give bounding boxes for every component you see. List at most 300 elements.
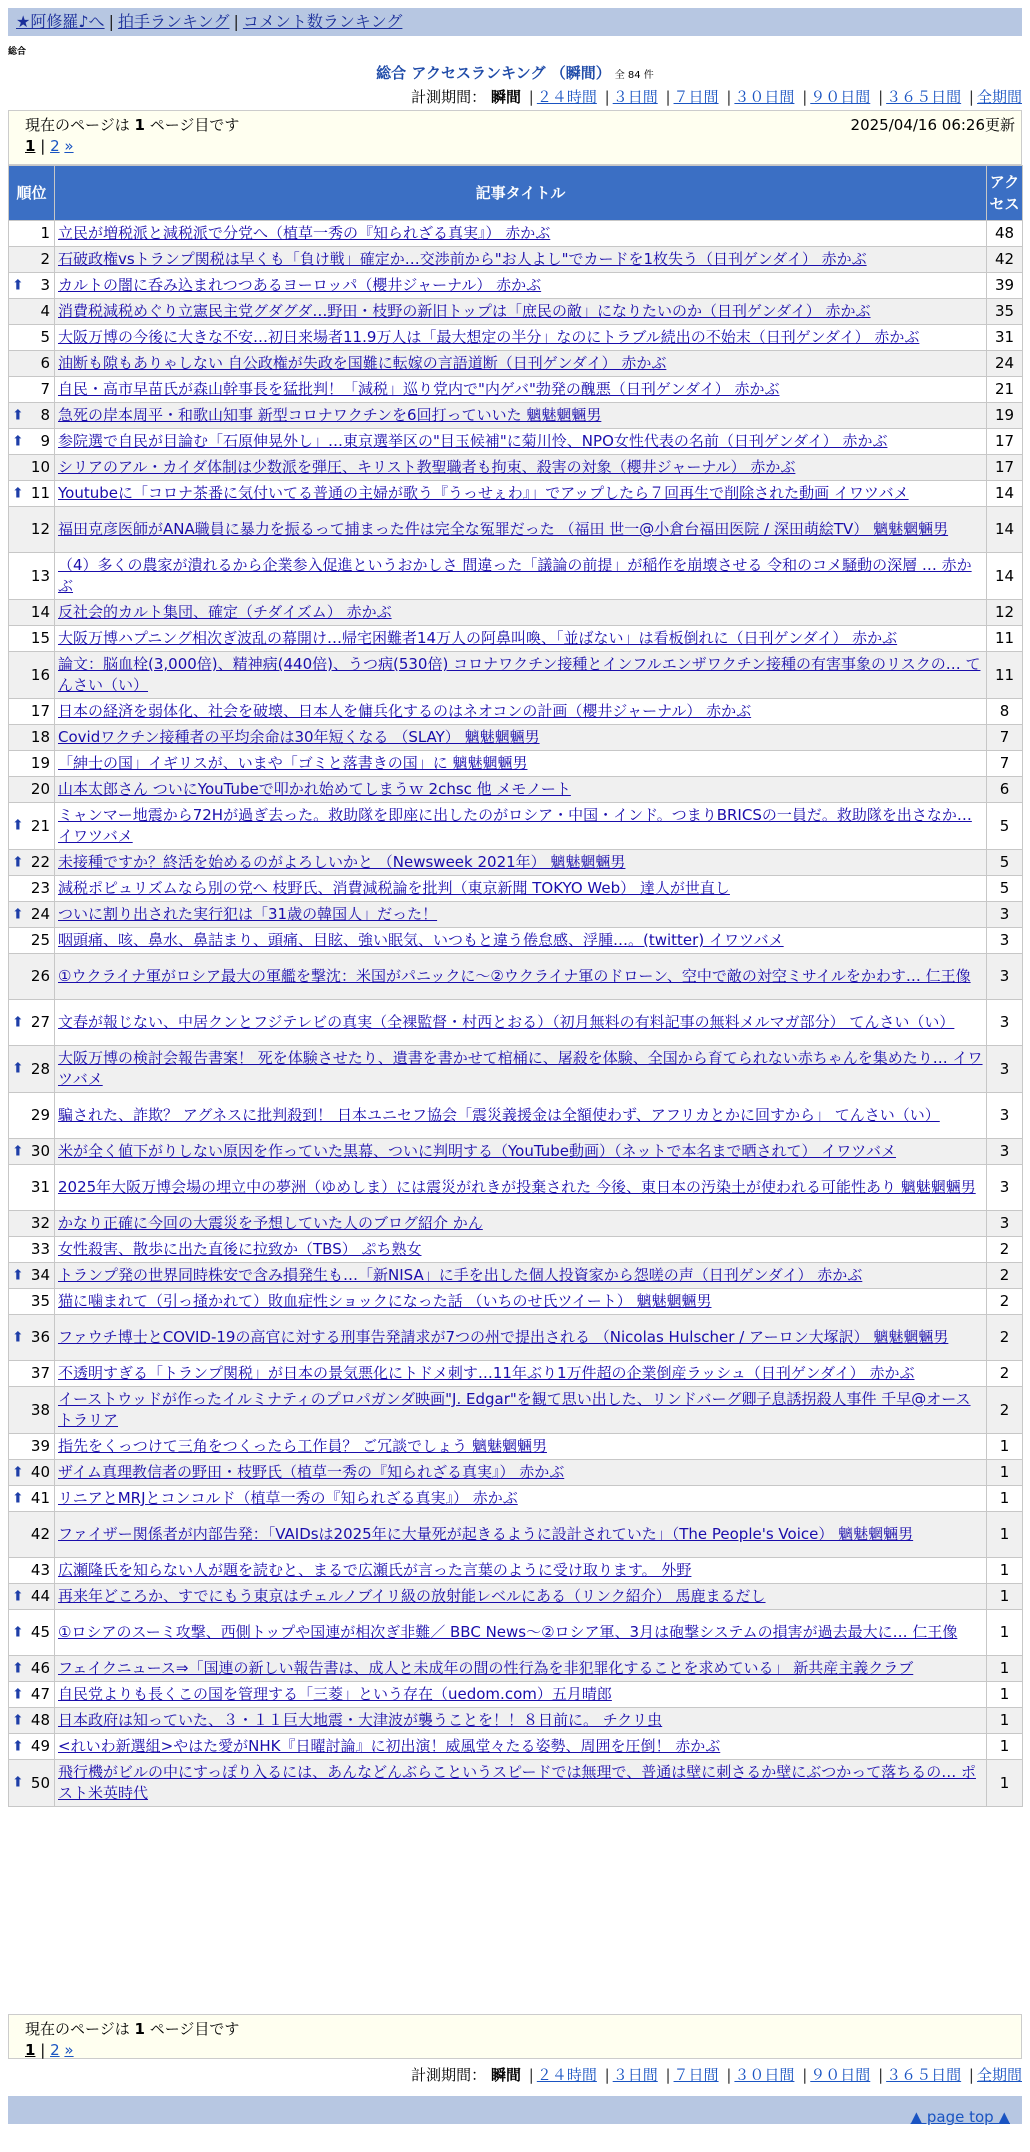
- period-link-all[interactable]: 全期間: [976, 2066, 1022, 2084]
- table-row: [9, 699, 1023, 725]
- rank-cell: [9, 1211, 55, 1237]
- table-row: [9, 221, 1023, 247]
- rank-number: 1: [40, 224, 50, 242]
- access-count: 14: [987, 553, 1023, 600]
- title-cell: [55, 403, 987, 429]
- access-count: 1: [987, 1512, 1023, 1558]
- title-cell: [55, 1315, 987, 1361]
- table-row: [9, 1584, 1023, 1610]
- rank-number: 39: [30, 1437, 50, 1455]
- page-top-link[interactable]: ▲ page top ▲: [910, 2108, 1010, 2126]
- up-arrow-icon: ⬆: [12, 817, 24, 834]
- table-row: [9, 1165, 1023, 1211]
- period-link-365d[interactable]: ３６５日間: [886, 88, 962, 106]
- table-row: [9, 1000, 1023, 1046]
- access-count: 2: [987, 1387, 1023, 1434]
- rank-cell: [9, 455, 55, 481]
- up-arrow-icon: ⬆: [12, 277, 24, 293]
- period-selector-top: 計測期間： 瞬間 | ２４時間 | ３日間 | ７日間 | ３０日間 | ９０日間 | ３６５日間 | 全期間: [411, 88, 1022, 106]
- article-link[interactable]: 文春が報じない、中居クンとフジテレビの真実（全裸監督・村西とおる）（初月無料の有料記事の無料メルマガ部分） てんさい（い）: [58, 1013, 955, 1031]
- access-count: 1: [987, 1760, 1023, 1807]
- up-arrow-icon: ⬆: [12, 1660, 24, 1676]
- article-link[interactable]: シリアのアル・カイダ体制は少数派を弾圧、キリスト教聖職者も拘束、殺害の対象（櫻井ジャーナル） 赤かぶ: [58, 458, 796, 476]
- article-link[interactable]: 指先をくっつけて三角をつくったら工作員？ ご冗談でしょう 魑魅魍魎男: [58, 1437, 547, 1455]
- title-cell: [55, 1211, 987, 1237]
- access-count: 11: [987, 652, 1023, 699]
- title-cell: [55, 377, 987, 403]
- article-link[interactable]: 参院選で自民が目論む「石原伸晃外し」…東京選挙区の"目玉候補"に菊川怜、NPO女性代表の名前（日刊ゲンダイ） 赤かぶ: [58, 432, 888, 450]
- title-cell: [55, 1734, 987, 1760]
- article-link[interactable]: 2025年大阪万博会場の埋立中の夢洲（ゆめしま）には震災がれきが投棄された 今後、東日本の汚染土が使われる可能性あり 魑魅魍魎男: [58, 1178, 976, 1196]
- title-cell: [55, 507, 987, 553]
- title-cell: [55, 626, 987, 652]
- rank-number: 42: [30, 1525, 50, 1543]
- table-row: [9, 1387, 1023, 1434]
- rank-number: 32: [30, 1214, 50, 1232]
- period-link-24h[interactable]: ２４時間: [536, 2066, 597, 2084]
- period-link-90d[interactable]: ９０日間: [810, 88, 871, 106]
- title-cell: [55, 1263, 987, 1289]
- title-cell: [55, 299, 987, 325]
- header-rank: 順位: [9, 166, 55, 221]
- access-count: 2: [987, 1315, 1023, 1361]
- rank-number: 35: [30, 1292, 50, 1310]
- access-count: 2: [987, 1237, 1023, 1263]
- access-count: 17: [987, 429, 1023, 455]
- title-cell: [55, 850, 987, 876]
- pager-current: 1: [25, 137, 36, 155]
- access-count: 3: [987, 902, 1023, 928]
- rank-number: 4: [40, 302, 50, 320]
- rank-number: 33: [30, 1240, 50, 1258]
- access-count: 24: [987, 351, 1023, 377]
- table-row: [9, 1656, 1023, 1682]
- up-arrow-icon: ⬆: [12, 1060, 24, 1077]
- rank-cell: [9, 1734, 55, 1760]
- access-count: 3: [987, 1046, 1023, 1093]
- table-row: [9, 481, 1023, 507]
- access-count: 2: [987, 1361, 1023, 1387]
- article-link[interactable]: 「紳士の国」イギリスが、いまや「ゴミと落書きの国」に 魑魅魍魎男: [58, 754, 528, 772]
- rank-cell: [9, 1558, 55, 1584]
- access-count: 17: [987, 455, 1023, 481]
- rank-number: 16: [30, 665, 50, 684]
- title-cell: [55, 325, 987, 351]
- rank-cell: [9, 1584, 55, 1610]
- article-link[interactable]: 日本政府は知っていた、３・１１巨大地震・大津波が襲うことを！！８日前に。 チクリ虫: [58, 1711, 663, 1729]
- table-row: [9, 1486, 1023, 1512]
- article-link[interactable]: 自民・高市早苗氏が森山幹事長を猛批判！「減税」巡り党内で"内ゲバ"勃発の醜悪（日刊ゲンダイ） 赤かぶ: [58, 380, 780, 398]
- rank-cell: [9, 377, 55, 403]
- title-cell: [55, 553, 987, 600]
- nav-clap-ranking-link[interactable]: 拍手ランキング: [117, 12, 230, 31]
- rank-cell: [9, 1165, 55, 1211]
- rank-number: 14: [30, 603, 50, 621]
- rank-cell: [9, 481, 55, 507]
- table-row: [9, 928, 1023, 954]
- period-link-3d[interactable]: ３日間: [612, 88, 658, 106]
- table-row: [9, 1046, 1023, 1093]
- up-arrow-icon: ⬆: [12, 1624, 24, 1640]
- table-row: [9, 1237, 1023, 1263]
- rank-number: 50: [30, 1773, 50, 1792]
- article-link[interactable]: 反社会的カルト集団、確定（チダイズム） 赤かぶ: [58, 603, 392, 621]
- access-count: 1: [987, 1584, 1023, 1610]
- table-row: [9, 1361, 1023, 1387]
- rank-cell: [9, 273, 55, 299]
- table-row: [9, 1734, 1023, 1760]
- article-link[interactable]: 大阪万博の検討会報告書案！ 死を体験させたり、遺書を書かせて棺桶に、屠殺を体験、全国から育てられない赤ちゃんを集めたり… イワツバメ: [58, 1049, 983, 1088]
- period-link-all[interactable]: 全期間: [976, 88, 1022, 106]
- article-link[interactable]: 急死の岸本周平・和歌山知事 新型コロナワクチンを6回打っていいた 魑魅魍魎男: [58, 406, 602, 424]
- rank-number: 43: [30, 1561, 50, 1579]
- rank-cell: [9, 699, 55, 725]
- up-arrow-icon: ⬆: [12, 906, 24, 922]
- table-row: [9, 1211, 1023, 1237]
- title-cell: [55, 1434, 987, 1460]
- rank-number: 5: [40, 328, 50, 346]
- table-row: [9, 777, 1023, 803]
- title-cell: [55, 1708, 987, 1734]
- title-cell: [55, 1139, 987, 1165]
- article-link[interactable]: ついに割り出された実行犯は「31歳の韓国人」だった！: [58, 905, 438, 923]
- access-count: 1: [987, 1708, 1023, 1734]
- rank-number: 19: [30, 754, 50, 772]
- table-row: [9, 507, 1023, 553]
- rank-cell: [9, 247, 55, 273]
- title-cell: [55, 429, 987, 455]
- table-row: [9, 803, 1023, 850]
- rank-number: 46: [30, 1659, 50, 1677]
- up-arrow-icon: ⬆: [12, 854, 24, 870]
- title-cell: [55, 1656, 987, 1682]
- access-count: 14: [987, 507, 1023, 553]
- period-current: 瞬間: [490, 2066, 521, 2084]
- table-row: [9, 403, 1023, 429]
- access-count: 6: [987, 777, 1023, 803]
- rank-number: 3: [40, 276, 50, 294]
- article-link[interactable]: ①ロシアのスーミ攻撃、西側トップや国連が相次ぎ非難／ BBC News〜②ロシア軍、3月は砲撃システムの損害が過去最大に… 仁王像: [58, 1623, 958, 1641]
- rank-cell: [9, 1139, 55, 1165]
- period-link-7d[interactable]: ７日間: [673, 2066, 719, 2084]
- access-count: 3: [987, 1093, 1023, 1139]
- access-count: 48: [987, 221, 1023, 247]
- title-cell: [55, 481, 987, 507]
- article-link[interactable]: 石破政権vsトランプ関税は早くも「負け戦」確定か…交渉前から"お人よし"でカードを1枚失う（日刊ゲンダイ） 赤かぶ: [58, 250, 867, 268]
- access-count: 7: [987, 751, 1023, 777]
- rank-cell: [9, 928, 55, 954]
- access-count: 1: [987, 1734, 1023, 1760]
- access-count: 31: [987, 325, 1023, 351]
- table-row: [9, 626, 1023, 652]
- rank-number: 30: [30, 1142, 50, 1160]
- rank-number: 17: [30, 702, 50, 720]
- access-count: 3: [987, 1139, 1023, 1165]
- up-arrow-icon: ⬆: [12, 1267, 24, 1283]
- nav-home-link[interactable]: ★阿修羅♪へ: [16, 12, 105, 31]
- rank-cell: [9, 1760, 55, 1807]
- rank-cell: [9, 876, 55, 902]
- up-arrow-icon: ⬆: [12, 1329, 24, 1345]
- rank-number: 47: [30, 1685, 50, 1703]
- up-arrow-icon: ⬆: [12, 1712, 24, 1728]
- access-count: 12: [987, 600, 1023, 626]
- access-count: 5: [987, 803, 1023, 850]
- table-row: [9, 1434, 1023, 1460]
- article-link[interactable]: 不透明すぎる「トランプ関税」が日本の景気悪化にトドメ刺す…11年ぶり1万件超の企業倒産ラッシュ（日刊ゲンダイ） 赤かぶ: [58, 1364, 915, 1382]
- rank-number: 25: [30, 931, 50, 949]
- access-count: 1: [987, 1434, 1023, 1460]
- header-title: 記事タイトル: [55, 166, 987, 221]
- table-row: [9, 299, 1023, 325]
- rank-number: 37: [30, 1364, 50, 1382]
- table-row: [9, 325, 1023, 351]
- pager-next[interactable]: »: [64, 2041, 74, 2059]
- title-cell: [55, 1165, 987, 1211]
- table-row: [9, 1708, 1023, 1734]
- rank-cell: [9, 1610, 55, 1656]
- access-count: 1: [987, 1460, 1023, 1486]
- table-row: [9, 954, 1023, 1000]
- article-link[interactable]: 女性殺害、散歩に出た直後に拉致か（TBS） ぷち熟女: [58, 1240, 422, 1258]
- access-count: 1: [987, 1558, 1023, 1584]
- updated-timestamp: 2025/04/16 06:26更新: [850, 116, 1015, 134]
- access-count: 3: [987, 954, 1023, 1000]
- table-row: [9, 247, 1023, 273]
- rank-cell: [9, 325, 55, 351]
- table-row: [9, 1760, 1023, 1807]
- rank-cell: [9, 902, 55, 928]
- table-row: [9, 850, 1023, 876]
- period-link-90d[interactable]: ９０日間: [810, 2066, 871, 2084]
- title-cell: [55, 1558, 987, 1584]
- article-link[interactable]: ザイム真理教信者の野田・枝野氏（植草一秀の『知られざる真実』） 赤かぶ: [58, 1463, 565, 1481]
- ranking-title-text: 総合 アクセスランキング （瞬間）: [376, 64, 611, 82]
- nav-comment-ranking-link[interactable]: コメント数ランキング: [242, 12, 403, 31]
- article-link[interactable]: （4）多くの農家が潰れるから企業参入促進というおかしさ 間違った「議論の前提」が稲作を崩壊させる 令和のコメ騒動の深層 … 赤かぶ: [58, 556, 972, 595]
- rank-number: 49: [30, 1737, 50, 1755]
- period-link-30d[interactable]: ３０日間: [734, 2066, 795, 2084]
- table-row: [9, 902, 1023, 928]
- article-link[interactable]: 日本の経済を弱体化、社会を破壊、日本人を傭兵化するのはネオコンの計画（櫻井ジャーナル） 赤かぶ: [58, 702, 752, 720]
- article-link[interactable]: 減税ポピュリズムなら別の党へ 枝野氏、消費減税論を批判（東京新聞 TOKYO Web） 達人が世直し: [58, 879, 730, 897]
- rank-cell: [9, 1486, 55, 1512]
- title-cell: [55, 725, 987, 751]
- article-link[interactable]: 大阪万博ハプニング相次ぎ波乱の幕開け…帰宅困難者14万人の阿鼻叫喚、「並ばない」は看板倒れに（日刊ゲンダイ） 赤かぶ: [58, 629, 898, 647]
- rank-cell: [9, 429, 55, 455]
- title-cell: [55, 1237, 987, 1263]
- table-row: [9, 652, 1023, 699]
- title-cell: [55, 1584, 987, 1610]
- rank-cell: [9, 1460, 55, 1486]
- table-row: [9, 876, 1023, 902]
- rank-cell: [9, 954, 55, 1000]
- article-link[interactable]: 未接種ですか？終活を始めるのがよろしいかと （Newsweek 2021年） 魑魅魍魎男: [58, 853, 626, 871]
- rank-number: 26: [30, 967, 50, 985]
- rank-cell: [9, 221, 55, 247]
- rank-number: 41: [30, 1489, 50, 1507]
- table-row: [9, 273, 1023, 299]
- table-row: [9, 1512, 1023, 1558]
- title-cell: [55, 1610, 987, 1656]
- access-count: 1: [987, 1656, 1023, 1682]
- article-link[interactable]: カルトの闇に呑み込まれつつあるヨーロッパ（櫻井ジャーナル） 赤かぶ: [58, 276, 542, 294]
- title-cell: [55, 1682, 987, 1708]
- table-row: [9, 1610, 1023, 1656]
- title-cell: [55, 1486, 987, 1512]
- period-link-365d[interactable]: ３６５日間: [886, 2066, 962, 2084]
- table-row: [9, 1263, 1023, 1289]
- page-info-bottom: [8, 2014, 1022, 2059]
- article-link[interactable]: トランプ発の世界同時株安で含み損発生も…「新NISA」に手を出した個人投資家から怨嗟の声（日刊ゲンダイ） 赤かぶ: [58, 1266, 863, 1284]
- rank-number: 45: [30, 1623, 50, 1641]
- rank-number: 18: [30, 728, 50, 746]
- article-link[interactable]: Covidワクチン接種者の平均余命は30年短くなる （SLAY） 魑魅魍魎男: [58, 728, 540, 746]
- rank-cell: [9, 803, 55, 850]
- access-count: 8: [987, 699, 1023, 725]
- rank-cell: [9, 403, 55, 429]
- rank-cell: [9, 1046, 55, 1093]
- access-count: 35: [987, 299, 1023, 325]
- rank-cell: [9, 1387, 55, 1434]
- up-arrow-icon: ⬆: [12, 433, 24, 449]
- rank-cell: [9, 1315, 55, 1361]
- up-arrow-icon: ⬆: [12, 1588, 24, 1604]
- title-cell: [55, 1361, 987, 1387]
- page-info-top: [8, 110, 1022, 165]
- table-row: [9, 751, 1023, 777]
- period-label: 計測期間：: [411, 2066, 487, 2084]
- up-arrow-icon: ⬆: [12, 1464, 24, 1480]
- period-label: 計測期間：: [411, 88, 487, 106]
- title-cell: [55, 954, 987, 1000]
- rank-number: 34: [30, 1266, 50, 1284]
- article-link[interactable]: かなり正確に今回の大震災を予想していた人のブログ紹介 かん: [58, 1214, 483, 1232]
- up-arrow-icon: ⬆: [12, 407, 24, 423]
- title-cell: [55, 600, 987, 626]
- period-selector-bottom: 計測期間： 瞬間 | ２４時間 | ３日間 | ７日間 | ３０日間 | ９０日間 | ３６５日間 | 全期間: [411, 2066, 1022, 2084]
- up-arrow-icon: ⬆: [12, 485, 24, 501]
- period-link-24h[interactable]: ２４時間: [536, 88, 597, 106]
- rank-number: 38: [30, 1400, 50, 1419]
- period-current: 瞬間: [490, 88, 521, 106]
- article-link[interactable]: 油断も隙もありゃしない 自公政権が失政を国難に転嫁の言語道断（日刊ゲンダイ） 赤かぶ: [58, 354, 667, 372]
- rank-number: 36: [30, 1328, 50, 1346]
- access-count: 1: [987, 1486, 1023, 1512]
- rank-number: 29: [30, 1106, 50, 1124]
- access-count: 42: [987, 247, 1023, 273]
- table-row: [9, 1093, 1023, 1139]
- rank-cell: [9, 725, 55, 751]
- title-cell: [55, 902, 987, 928]
- article-link[interactable]: ①ウクライナ軍がロシア最大の軍艦を撃沈：米国がパニックに〜②ウクライナ軍のドローン、空中で敵の対空ミサイルをかわす… 仁王像: [58, 967, 971, 985]
- article-link[interactable]: イーストウッドが作ったイルミナティのプロパガンダ映画"J. Edgar"を観て思い出した、リンドバーグ卿子息誘拐殺人事件 千早@オーストラリア: [58, 1390, 971, 1429]
- article-link[interactable]: Youtubeに「コロナ茶番に気付いてる普通の主婦が歌う『うっせぇわ』」でアップしたら７回再生で削除された動画 イワツバメ: [58, 484, 909, 502]
- nav-separator: |: [108, 12, 114, 31]
- table-row: [9, 1139, 1023, 1165]
- article-link[interactable]: 大阪万博の今後に大きな不安…初日来場者11.9万人は「最大想定の半分」なのにトラブル続出の不始末（日刊ゲンダイ） 赤かぶ: [58, 328, 920, 346]
- title-cell: [55, 1000, 987, 1046]
- rank-cell: [9, 299, 55, 325]
- bottom-bar: [8, 2096, 1022, 2124]
- rank-cell: [9, 1656, 55, 1682]
- table-row: [9, 1460, 1023, 1486]
- article-link[interactable]: 飛行機がビルの中にすっぽり入るには、あんなどんぶらこというスピードでは無理で、普通は壁に刺さるか壁にぶつかって落ちるの… ポスト米英時代: [58, 1763, 976, 1802]
- rank-cell: [9, 1000, 55, 1046]
- rank-cell: [9, 1682, 55, 1708]
- article-link[interactable]: 消費税減税めぐり立憲民主党グダグダ…野田・枝野の新旧トップは「庶民の敵」になりたいのか（日刊ゲンダイ） 赤かぶ: [58, 302, 871, 320]
- article-link[interactable]: 咽頭痛、咳、鼻水、鼻詰まり、頭痛、目眩、強い眠気、いつもと違う倦怠感、浮腫…。(twitter) イワツバメ: [58, 931, 784, 949]
- article-link[interactable]: 論文：脳血栓(3,000倍)、精神病(440倍)、うつ病(530倍) コロナワクチン接種とインフルエンザワクチン接種の有害事象のリスクの… てんさい（い）: [58, 655, 981, 694]
- title-cell: [55, 1460, 987, 1486]
- pager-page-2[interactable]: 2: [50, 2041, 60, 2059]
- table-row: [9, 553, 1023, 600]
- title-cell: [55, 876, 987, 902]
- access-count: 5: [987, 876, 1023, 902]
- table-row: [9, 1558, 1023, 1584]
- article-link[interactable]: リニアとMRJとコンコルド（植草一秀の『知られざる真実』） 赤かぶ: [58, 1489, 518, 1507]
- access-count: 7: [987, 725, 1023, 751]
- access-count: 11: [987, 626, 1023, 652]
- table-row: [9, 455, 1023, 481]
- access-count: 21: [987, 377, 1023, 403]
- title-cell: [55, 247, 987, 273]
- period-link-30d[interactable]: ３０日間: [734, 88, 795, 106]
- period-link-3d[interactable]: ３日間: [612, 2066, 658, 2084]
- table-row: [9, 377, 1023, 403]
- rank-number: 7: [40, 380, 50, 398]
- rank-number: 20: [30, 780, 50, 798]
- title-cell: [55, 1093, 987, 1139]
- title-cell: [55, 1512, 987, 1558]
- article-link[interactable]: <れいわ新選組>やはた愛がNHK『日曜討論』に初出演！威風堂々たる姿勢、周囲を圧倒！ 赤かぶ: [58, 1737, 721, 1755]
- title-cell: [55, 273, 987, 299]
- article-link[interactable]: 猫に噛まれて（引っ掻かれて）敗血症性ショックになった話 （いちのせ氏ツイート） 魑魅魍魎男: [58, 1292, 712, 1310]
- up-arrow-icon: ⬆: [12, 1738, 24, 1754]
- table-row: [9, 1289, 1023, 1315]
- table-row: [9, 1682, 1023, 1708]
- up-arrow-icon: ⬆: [12, 1490, 24, 1506]
- article-link[interactable]: フェイクニュース⇒「国連の新しい報告書は、成人と未成年の間の性行為を非犯罪化することを求めている」 新共産主義クラブ: [58, 1659, 914, 1677]
- article-link[interactable]: 騙された、詐欺？ アグネスに批判殺到！ 日本ユニセフ協会「震災義援金は全額使わず、アフリカとかに回すから」 てんさい（い）: [58, 1106, 940, 1124]
- table-row: [9, 429, 1023, 455]
- article-link[interactable]: 米が全く値下がりしない原因を作っていた黒幕、ついに判明する（YouTube動画）（ネットで本名まで晒されて） イワツバメ: [58, 1142, 896, 1160]
- period-link-7d[interactable]: ７日間: [673, 88, 719, 106]
- article-link[interactable]: ファウチ博士とCOVID-19の高官に対する刑事告発請求が7つの州で提出される （Nicolas Hulscher / アーロン大塚訳） 魑魅魍魎男: [58, 1328, 949, 1346]
- article-link[interactable]: ミャンマー地震から72Hが過ぎ去った。救助隊を即座に出したのがロシア・中国・インド。つまりBRICSの一員だ。救助隊を出さなか… イワツバメ: [58, 806, 972, 845]
- article-link[interactable]: ファイザー関係者が内部告発：「VAIDsは2025年に大量死が起きるように設計されていた」（The People's Voice） 魑魅魍魎男: [58, 1525, 914, 1543]
- pager-page-2[interactable]: 2: [50, 137, 60, 155]
- rank-cell: [9, 777, 55, 803]
- article-link[interactable]: 再来年どころか、すでにもう東京はチェルノブイリ級の放射能レベルにある（リンク紹介） 馬鹿まるだし: [58, 1587, 766, 1605]
- article-link[interactable]: 広瀬隆氏を知らない人が題を読むと、まるで広瀬氏が言った言葉のように受け取ります。 外野: [58, 1561, 692, 1579]
- article-link[interactable]: 自民党よりも長くこの国を管理する「三菱」という存在（uedom.com）五月晴郎: [58, 1685, 612, 1703]
- article-link[interactable]: 山本太郎さん ついにYouTubeで叩かれ始めてしまうｗ 2chsc 他 メモノート: [58, 780, 571, 798]
- title-cell: [55, 928, 987, 954]
- up-arrow-icon: ⬆: [12, 1686, 24, 1702]
- access-count: 2: [987, 1263, 1023, 1289]
- rank-number: 12: [30, 520, 50, 538]
- title-cell: [55, 1760, 987, 1807]
- article-link[interactable]: 福田克彦医師がANA職員に暴力を振るって捕まった件は完全な冤罪だった （福田 世一@小倉台福田医院 / 深田萌絵TV） 魑魅魍魎男: [58, 520, 949, 538]
- title-cell: [55, 1387, 987, 1434]
- access-count: 14: [987, 481, 1023, 507]
- article-link[interactable]: 立民が増税派と減税派で分党へ（植草一秀の『知られざる真実』） 赤かぶ: [58, 224, 551, 242]
- access-count: 2: [987, 1289, 1023, 1315]
- pager-next[interactable]: »: [64, 137, 74, 155]
- table-row: [9, 600, 1023, 626]
- rank-number: 27: [30, 1013, 50, 1031]
